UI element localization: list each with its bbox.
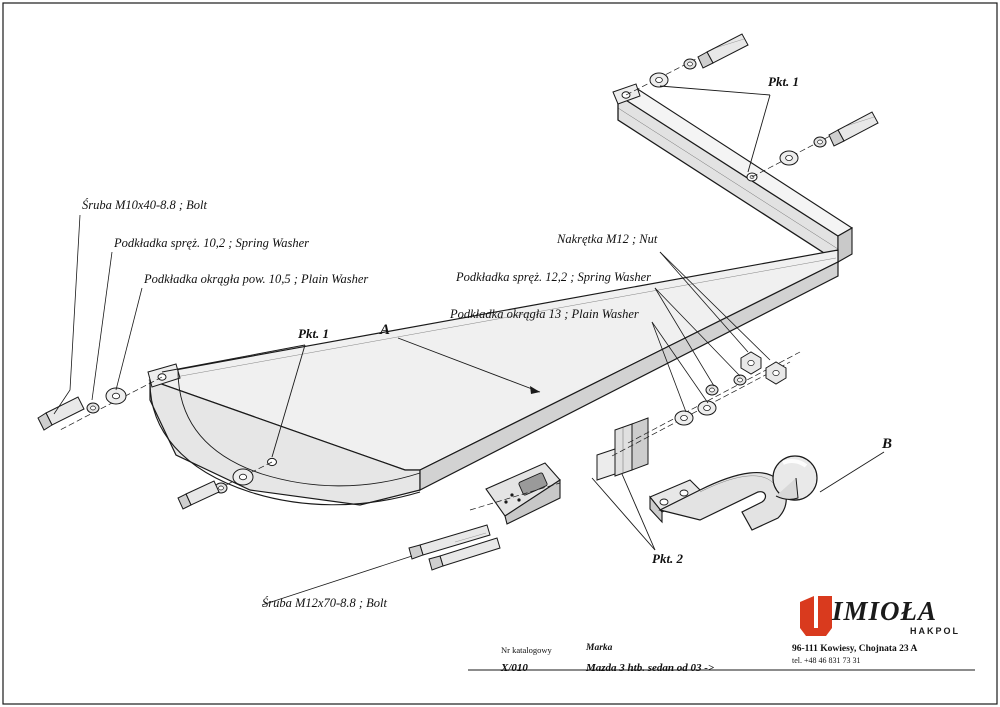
label-mark-a: A: [380, 322, 391, 338]
hardware-left-set-1: [38, 377, 162, 430]
callout-spring-washer-12: Podkładka spręż. 12,2 ; Spring Washer: [456, 270, 652, 284]
titleblock-catno-label: Nr katalogowy: [501, 645, 552, 655]
towball-assembly: [650, 456, 817, 530]
socket-bracket: [486, 463, 560, 524]
brand-name: IMIOŁA: [832, 596, 938, 626]
titleblock-marka-label: Marka: [586, 643, 613, 653]
brand-address: 96-111 Kowiesy, Chojnata 23 A: [792, 644, 918, 654]
callout-spring-washer-10: Podkładka spręż. 10,2 ; Spring Washer: [114, 236, 310, 250]
titleblock-marka-value: Mazda 3 htb. sedan od 03 ->: [586, 662, 715, 674]
brand-block: [792, 596, 977, 665]
brand-subtitle: HAKPOL: [910, 626, 960, 636]
callout-bolt-m12: Śruba M12x70-8.8 ; Bolt: [262, 596, 387, 610]
label-pkt1-left: Pkt. 1: [298, 326, 330, 341]
titleblock-catno-value: X/010: [501, 662, 528, 674]
center-support-plates: [597, 418, 648, 480]
callout-plain-washer-13: Podkładka okrągła 13 ; Plain Washer: [450, 307, 639, 321]
hardware-upper-set-2: [752, 112, 878, 177]
callout-bolt-m10: Śruba M10x40-8.8 ; Bolt: [82, 198, 207, 212]
callout-plain-washer-105: Podkładka okrągła pow. 10,5 ; Plain Washer: [144, 272, 369, 286]
label-pkt1-top: Pkt. 1: [768, 74, 800, 89]
label-mark-b: B: [882, 436, 893, 452]
pkt2-leaders: [592, 474, 655, 550]
callout-nut-m12: Nakrętka M12 ; Nut: [557, 232, 658, 246]
brand-phone: tel. +48 46 831 73 31: [792, 656, 861, 665]
hardware-upper-set-1: [626, 34, 748, 95]
label-pkt2: Pkt. 2: [652, 551, 684, 566]
